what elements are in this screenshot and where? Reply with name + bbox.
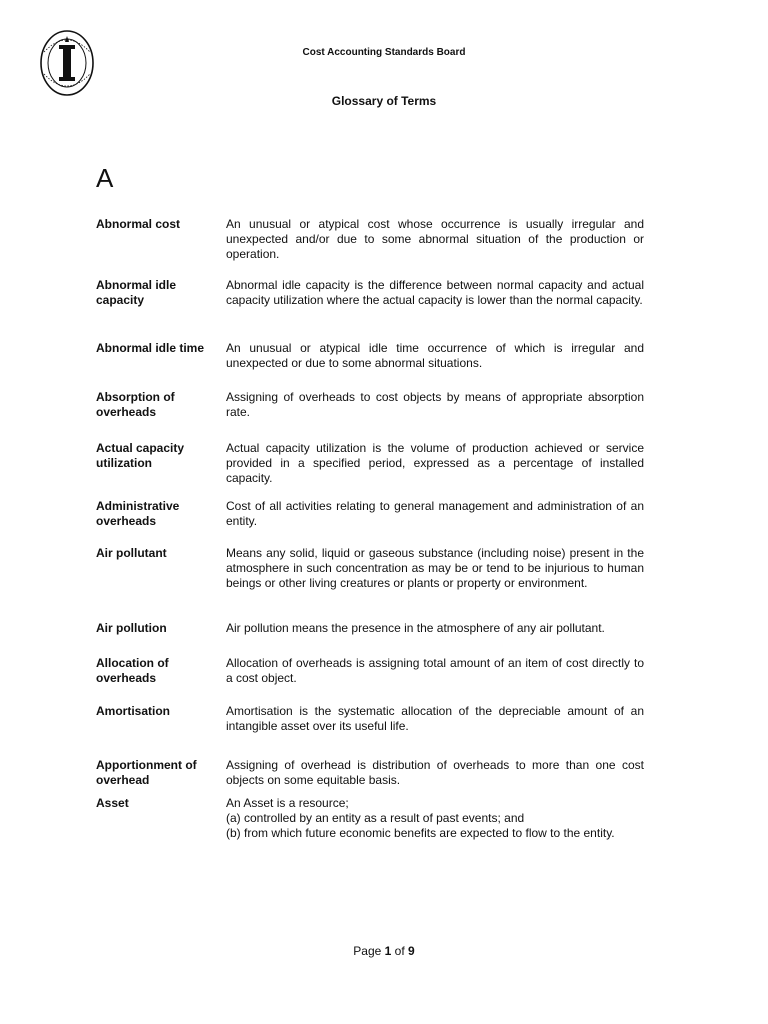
term: Abnormal idle capacity — [96, 278, 177, 308]
total-pages: 9 — [408, 944, 415, 958]
definition: Air pollution means the presence in the atmosphere of any air pollutant. — [226, 621, 605, 635]
definition: An unusual or atypical idle time occurrence of which is irregular and unexpected or due to some abnormal situations. — [226, 341, 644, 371]
term: Abnormal cost — [96, 217, 181, 231]
definition: An unusual or atypical cost whose occurrence is usually irregular and unexpected and/or due to some abnormal situation of the production or operation. — [226, 217, 644, 262]
definition: Abnormal idle capacity is the difference between normal capacity and actual capacity utilization where the actual capacity is lower than the normal capacity. — [226, 278, 644, 308]
glossary-list — [96, 217, 644, 842]
page-word: Page — [353, 944, 382, 958]
term: Actual capacity utilization — [96, 441, 185, 471]
term: Apportionment of overhead — [96, 758, 197, 788]
glossary-entry — [96, 758, 644, 796]
definition: Means any solid, liquid or gaseous substance (including noise) present in the atmosphere in such concentration as may be or tend to be injurious to human beings or other living creatures or plants or property or environment. — [226, 546, 644, 591]
glossary-entry — [96, 499, 644, 546]
definition-line: An Asset is a resource; — [226, 796, 349, 810]
glossary-entry — [96, 217, 644, 278]
glossary-entry — [96, 546, 644, 621]
glossary-entry — [96, 441, 644, 499]
term: Air pollutant — [96, 546, 167, 560]
definition: Amortisation is the systematic allocation of the depreciable amount of an intangible asset over its useful life. — [226, 704, 644, 734]
page-title: Glossary of Terms — [331, 94, 437, 108]
glossary-entry — [96, 390, 644, 441]
term: Amortisation — [96, 704, 171, 718]
definition: Assigning of overhead is distribution of overheads to more than one cost objects on some equitable basis. — [226, 758, 644, 788]
glossary-entry — [96, 341, 644, 390]
section-letter: A — [96, 163, 114, 193]
organization-name: Cost Accounting Standards Board — [302, 47, 466, 58]
term: Allocation of overheads — [96, 656, 169, 686]
definition-line: (a) controlled by an entity as a result of past events; and — [226, 811, 525, 826]
glossary-entry — [96, 621, 644, 656]
glossary-entry — [96, 704, 644, 758]
page-footer — [0, 944, 768, 958]
term: Asset — [96, 796, 129, 810]
of-word: of — [394, 944, 405, 958]
page-number: 1 — [384, 944, 392, 958]
definition — [226, 796, 644, 842]
definition: Assigning of overheads to cost objects by means of appropriate absorption rate. — [226, 390, 644, 420]
glossary-entry — [96, 278, 644, 341]
definition: Allocation of overheads is assigning total amount of an item of cost directly to a cost object. — [226, 656, 644, 686]
term: Administrative overheads — [96, 499, 180, 529]
term: Abnormal idle time — [96, 341, 205, 355]
term: Air pollution — [96, 621, 167, 635]
definition: Actual capacity utilization is the volume of production achieved or service provided in a specified period, expressed as a percentage of installed capacity. — [226, 441, 644, 486]
term: Absorption of overheads — [96, 390, 175, 420]
glossary-entry — [96, 796, 644, 842]
glossary-entry — [96, 656, 644, 704]
definition: Cost of all activities relating to general management and administration of an entity. — [226, 499, 644, 529]
definition-line: (b) from which future economic benefits are expected to flow to the entity. — [226, 826, 615, 841]
institute-seal-icon — [38, 28, 96, 98]
